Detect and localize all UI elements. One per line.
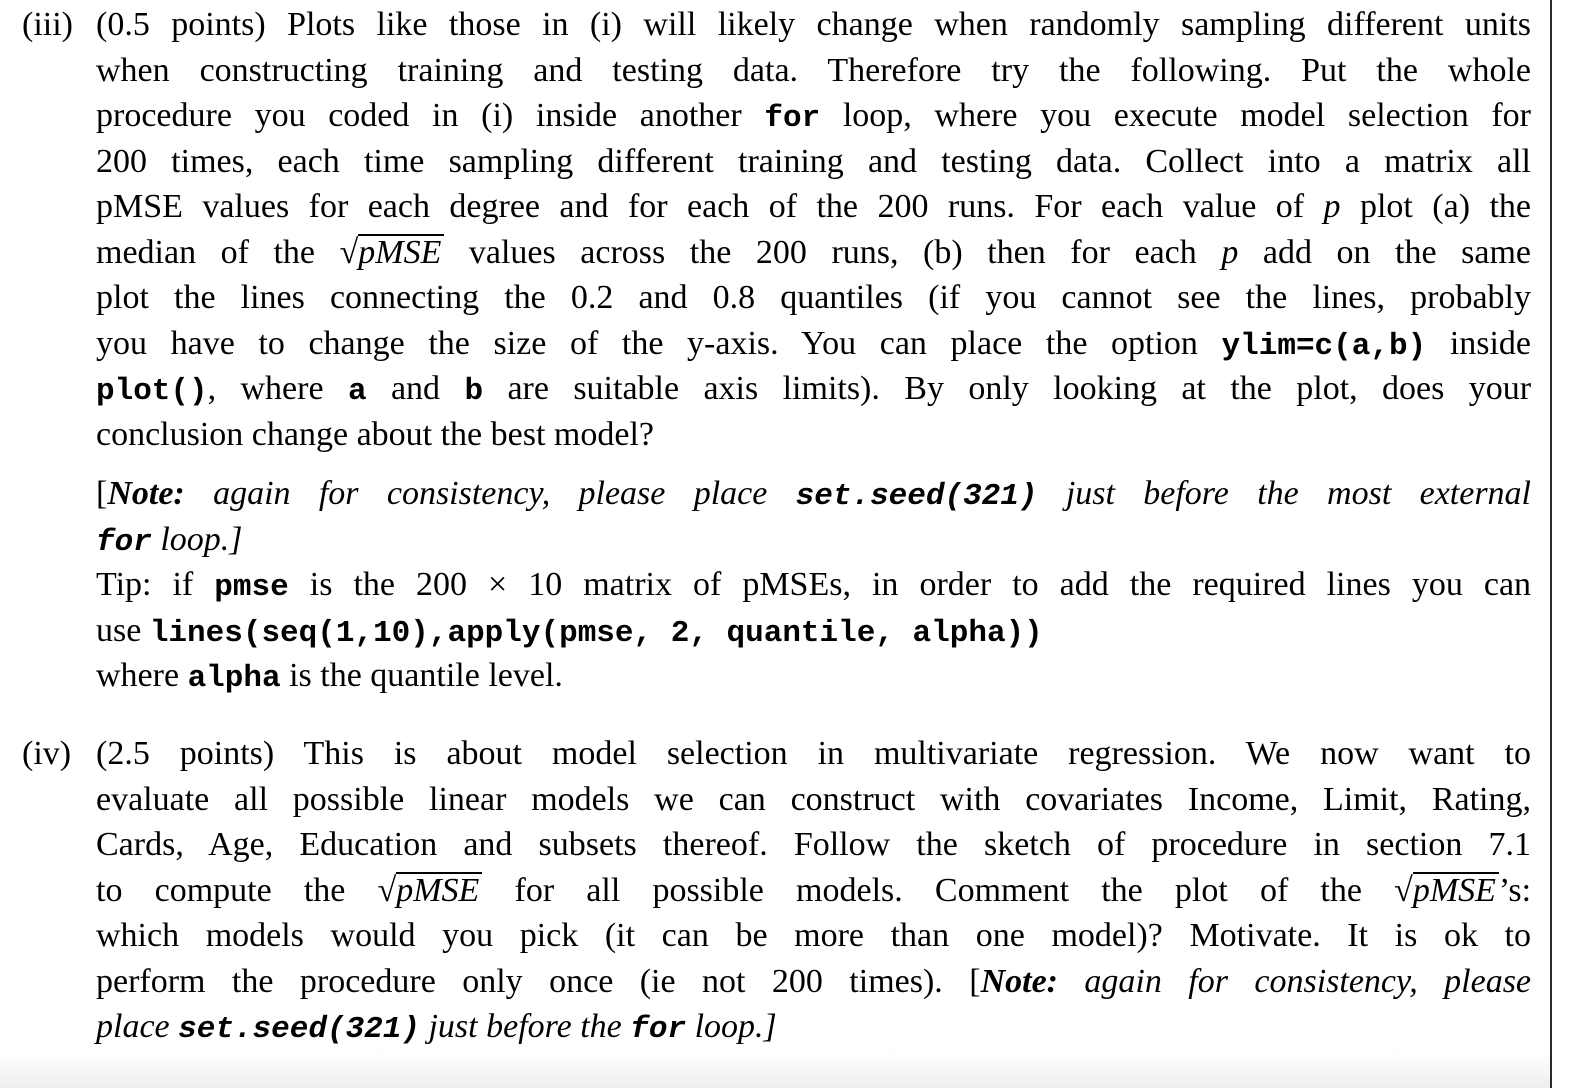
code-pmse: pmse	[214, 570, 289, 605]
item-iv-label: (iv)	[22, 735, 72, 772]
tip-line: where alpha is the quantile level.	[96, 657, 563, 696]
line: you have to change the size of the y-axis. You can place the option ylim=c(a,b) inside	[96, 324, 1532, 364]
sqrt-pmse: √pMSE	[378, 868, 483, 914]
line: procedure you coded in (i) inside another for loop, where you execute model selection for	[96, 97, 1532, 136]
line: place set.seed(321) just before the for loop.]	[96, 1008, 777, 1047]
code-plot: plot()	[96, 374, 208, 409]
note-line: for loop.]	[96, 520, 243, 560]
code-lines-call: lines(seq(1,10),apply(pmse, 2, quantile, alpha))	[149, 615, 1043, 651]
note-line: [Note: again for consistency, please place set.seed(321) just before the most external	[96, 475, 1532, 514]
sqrt-pmse: √pMSE	[340, 230, 445, 276]
line: pMSE values for each degree and for each of the 200 runs. For each value of p plot (a) the	[96, 188, 1532, 225]
line: to compute the √pMSE for all possible models. Comment the plot of the √pMSE’s:	[96, 868, 1531, 914]
item-iii-label: (iii)	[22, 6, 73, 43]
code-for: for	[630, 1012, 687, 1047]
line: Cards, Age, Education and subsets thereof. Follow the sketch of procedure in section 7.1	[96, 826, 1531, 863]
code-b: b	[464, 374, 484, 409]
line: (0.5 points) Plots like those in (i) will likely change when randomly sampling different units	[96, 6, 1531, 43]
tip-line: use lines(seq(1,10),apply(pmse, 2, quantile, alpha))	[96, 611, 1043, 651]
item-iv-paragraph	[96, 731, 1531, 1050]
line: conclusion change about the best model?	[96, 415, 654, 453]
bottom-shadow-band	[0, 1052, 1550, 1088]
line: plot(), where a and b are suitable axis limits). By only looking at the plot, does your	[96, 370, 1532, 409]
item-iii-paragraph	[96, 2, 1531, 699]
code-set-seed: set.seed(321)	[178, 1012, 420, 1047]
code-alpha: alpha	[187, 661, 281, 696]
code-for: for	[764, 101, 821, 136]
line: perform the procedure only once (ie not 200 times). [Note: again for consistency, please	[96, 962, 1532, 1000]
math-p: p	[1323, 188, 1341, 225]
line: 200 times, each time sampling different training and testing data. Collect into a matrix all	[96, 142, 1531, 180]
line: when constructing training and testing data. Therefore try the following. Put the whole	[96, 51, 1531, 89]
code-set-seed: set.seed(321)	[795, 479, 1038, 514]
math-p: p	[1221, 233, 1239, 271]
sqrt-pmse: √pMSE	[1394, 868, 1499, 914]
note-label: Note:	[107, 475, 185, 512]
code-ylim: ylim=c(a,b)	[1221, 328, 1427, 364]
code-for: for	[96, 524, 152, 560]
right-border-rule	[1550, 0, 1552, 1088]
line: median of the √pMSE values across the 200 runs, (b) then for each p add on the same	[96, 230, 1531, 276]
line: plot the lines connecting the 0.2 and 0.8 quantiles (if you cannot see the lines, probably	[96, 279, 1531, 316]
line: which models would you pick (it can be more than one model)? Motivate. It is ok to	[96, 917, 1531, 954]
line: evaluate all possible linear models we can construct with covariates Income, Limit, Rating,	[96, 780, 1531, 818]
note-label: Note:	[980, 962, 1058, 1000]
line: (2.5 points) This is about model selection in multivariate regression. We now want to	[96, 735, 1531, 772]
tip-line: Tip: if pmse is the 200 × 10 matrix of pMSEs, in order to add the required lines you can	[96, 566, 1532, 605]
code-a: a	[347, 374, 367, 409]
